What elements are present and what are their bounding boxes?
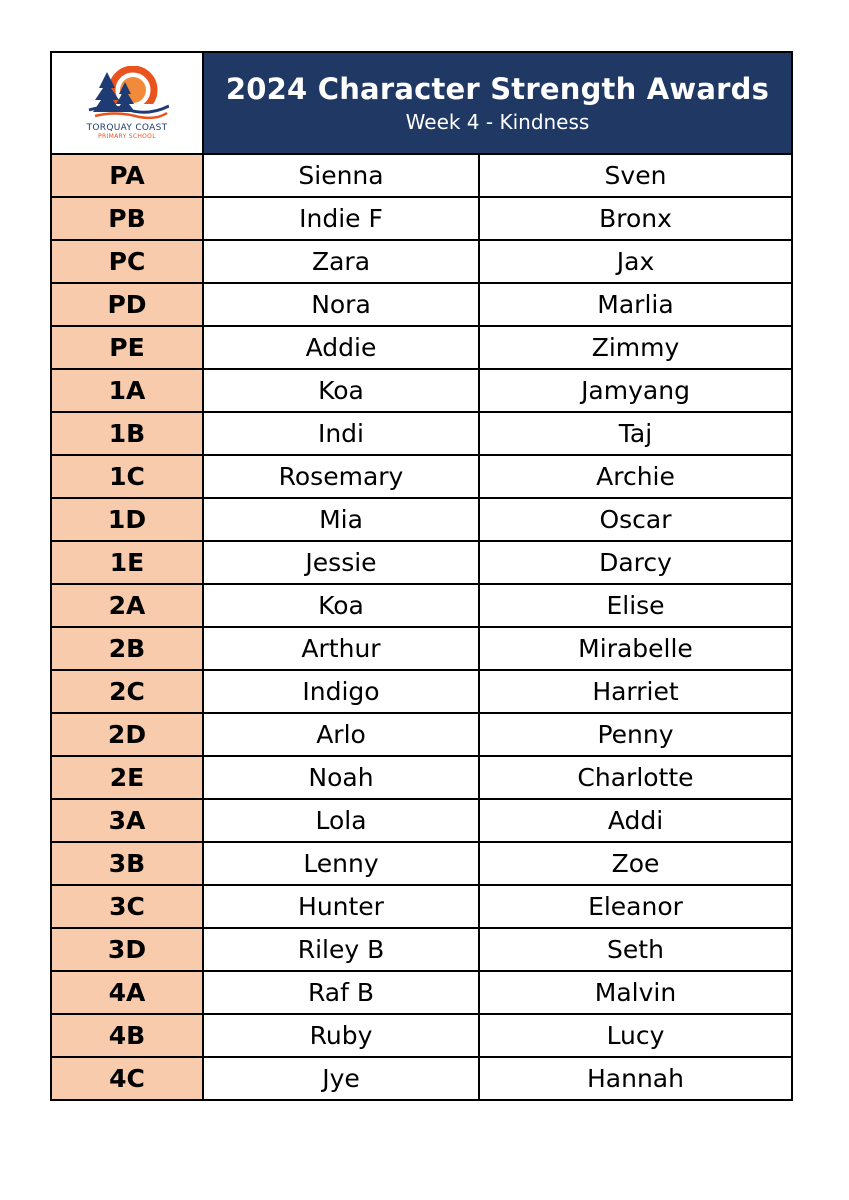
award-name-second: Malvin [479, 971, 792, 1014]
award-name-first: Addie [203, 326, 479, 369]
table-row [51, 154, 792, 197]
award-name-second: Mirabelle [479, 627, 792, 670]
logo-cell [51, 52, 203, 154]
award-name-first: Lola [203, 799, 479, 842]
table-row [51, 885, 792, 928]
awards-table [50, 51, 793, 1101]
class-label: 4B [51, 1014, 203, 1057]
table-row [51, 627, 792, 670]
class-label: 4A [51, 971, 203, 1014]
class-label: 3A [51, 799, 203, 842]
award-name-second: Seth [479, 928, 792, 971]
award-name-second: Oscar [479, 498, 792, 541]
award-name-first: Zara [203, 240, 479, 283]
table-row [51, 326, 792, 369]
class-label: 1C [51, 455, 203, 498]
class-label: PB [51, 197, 203, 240]
award-name-second: Marlia [479, 283, 792, 326]
award-name-first: Koa [203, 584, 479, 627]
award-name-first: Arlo [203, 713, 479, 756]
page-title: 2024 Character Strength Awards [225, 72, 770, 106]
award-name-second: Zoe [479, 842, 792, 885]
table-row [51, 498, 792, 541]
award-name-second: Hannah [479, 1057, 792, 1100]
class-label: 2C [51, 670, 203, 713]
award-name-first: Nora [203, 283, 479, 326]
award-name-second: Elise [479, 584, 792, 627]
award-name-second: Archie [479, 455, 792, 498]
table-row [51, 541, 792, 584]
award-name-second: Eleanor [479, 885, 792, 928]
award-name-second: Charlotte [479, 756, 792, 799]
table-row [51, 283, 792, 326]
class-label: 2D [51, 713, 203, 756]
class-label: 3B [51, 842, 203, 885]
award-name-first: Jessie [203, 541, 479, 584]
class-label: 1D [51, 498, 203, 541]
award-name-second: Sven [479, 154, 792, 197]
sun-trees-waves-logo-icon [85, 66, 169, 122]
award-name-first: Jye [203, 1057, 479, 1100]
award-name-second: Zimmy [479, 326, 792, 369]
table-row [51, 369, 792, 412]
award-name-first: Raf B [203, 971, 479, 1014]
header-row [51, 52, 792, 154]
class-label: PE [51, 326, 203, 369]
class-label: 2A [51, 584, 203, 627]
class-label: 4C [51, 1057, 203, 1100]
award-name-second: Darcy [479, 541, 792, 584]
table-row [51, 842, 792, 885]
award-name-second: Jamyang [479, 369, 792, 412]
award-name-first: Indi [203, 412, 479, 455]
table-row [51, 1014, 792, 1057]
page-subtitle: Week 4 - Kindness [405, 110, 590, 134]
table-row [51, 197, 792, 240]
award-name-first: Indigo [203, 670, 479, 713]
award-name-second: Bronx [479, 197, 792, 240]
table-row [51, 713, 792, 756]
class-label: PD [51, 283, 203, 326]
award-name-first: Ruby [203, 1014, 479, 1057]
class-label: 3C [51, 885, 203, 928]
award-name-first: Hunter [203, 885, 479, 928]
award-name-first: Mia [203, 498, 479, 541]
award-name-first: Riley B [203, 928, 479, 971]
table-row [51, 1057, 792, 1100]
table-row [51, 240, 792, 283]
award-name-first: Indie F [203, 197, 479, 240]
award-name-first: Arthur [203, 627, 479, 670]
class-label: 2B [51, 627, 203, 670]
award-name-first: Rosemary [203, 455, 479, 498]
award-name-second: Jax [479, 240, 792, 283]
table-row [51, 971, 792, 1014]
award-name-first: Noah [203, 756, 479, 799]
table-row [51, 799, 792, 842]
award-name-second: Addi [479, 799, 792, 842]
class-label: 3D [51, 928, 203, 971]
table-row [51, 928, 792, 971]
award-name-second: Lucy [479, 1014, 792, 1057]
logo-school-type: PRIMARY SCHOOL [98, 133, 156, 140]
class-label: 1E [51, 541, 203, 584]
award-name-first: Sienna [203, 154, 479, 197]
award-name-first: Lenny [203, 842, 479, 885]
logo-school-name: TORQUAY COAST [86, 123, 168, 133]
table-row [51, 412, 792, 455]
table-row [51, 756, 792, 799]
class-label: PC [51, 240, 203, 283]
award-name-second: Penny [479, 713, 792, 756]
header-cell [203, 52, 792, 154]
award-name-first: Koa [203, 369, 479, 412]
table-row [51, 455, 792, 498]
table-row [51, 670, 792, 713]
class-label: 1A [51, 369, 203, 412]
class-label: 1B [51, 412, 203, 455]
table-row [51, 584, 792, 627]
class-label: PA [51, 154, 203, 197]
award-name-second: Taj [479, 412, 792, 455]
school-logo [52, 66, 202, 140]
class-label: 2E [51, 756, 203, 799]
award-name-second: Harriet [479, 670, 792, 713]
